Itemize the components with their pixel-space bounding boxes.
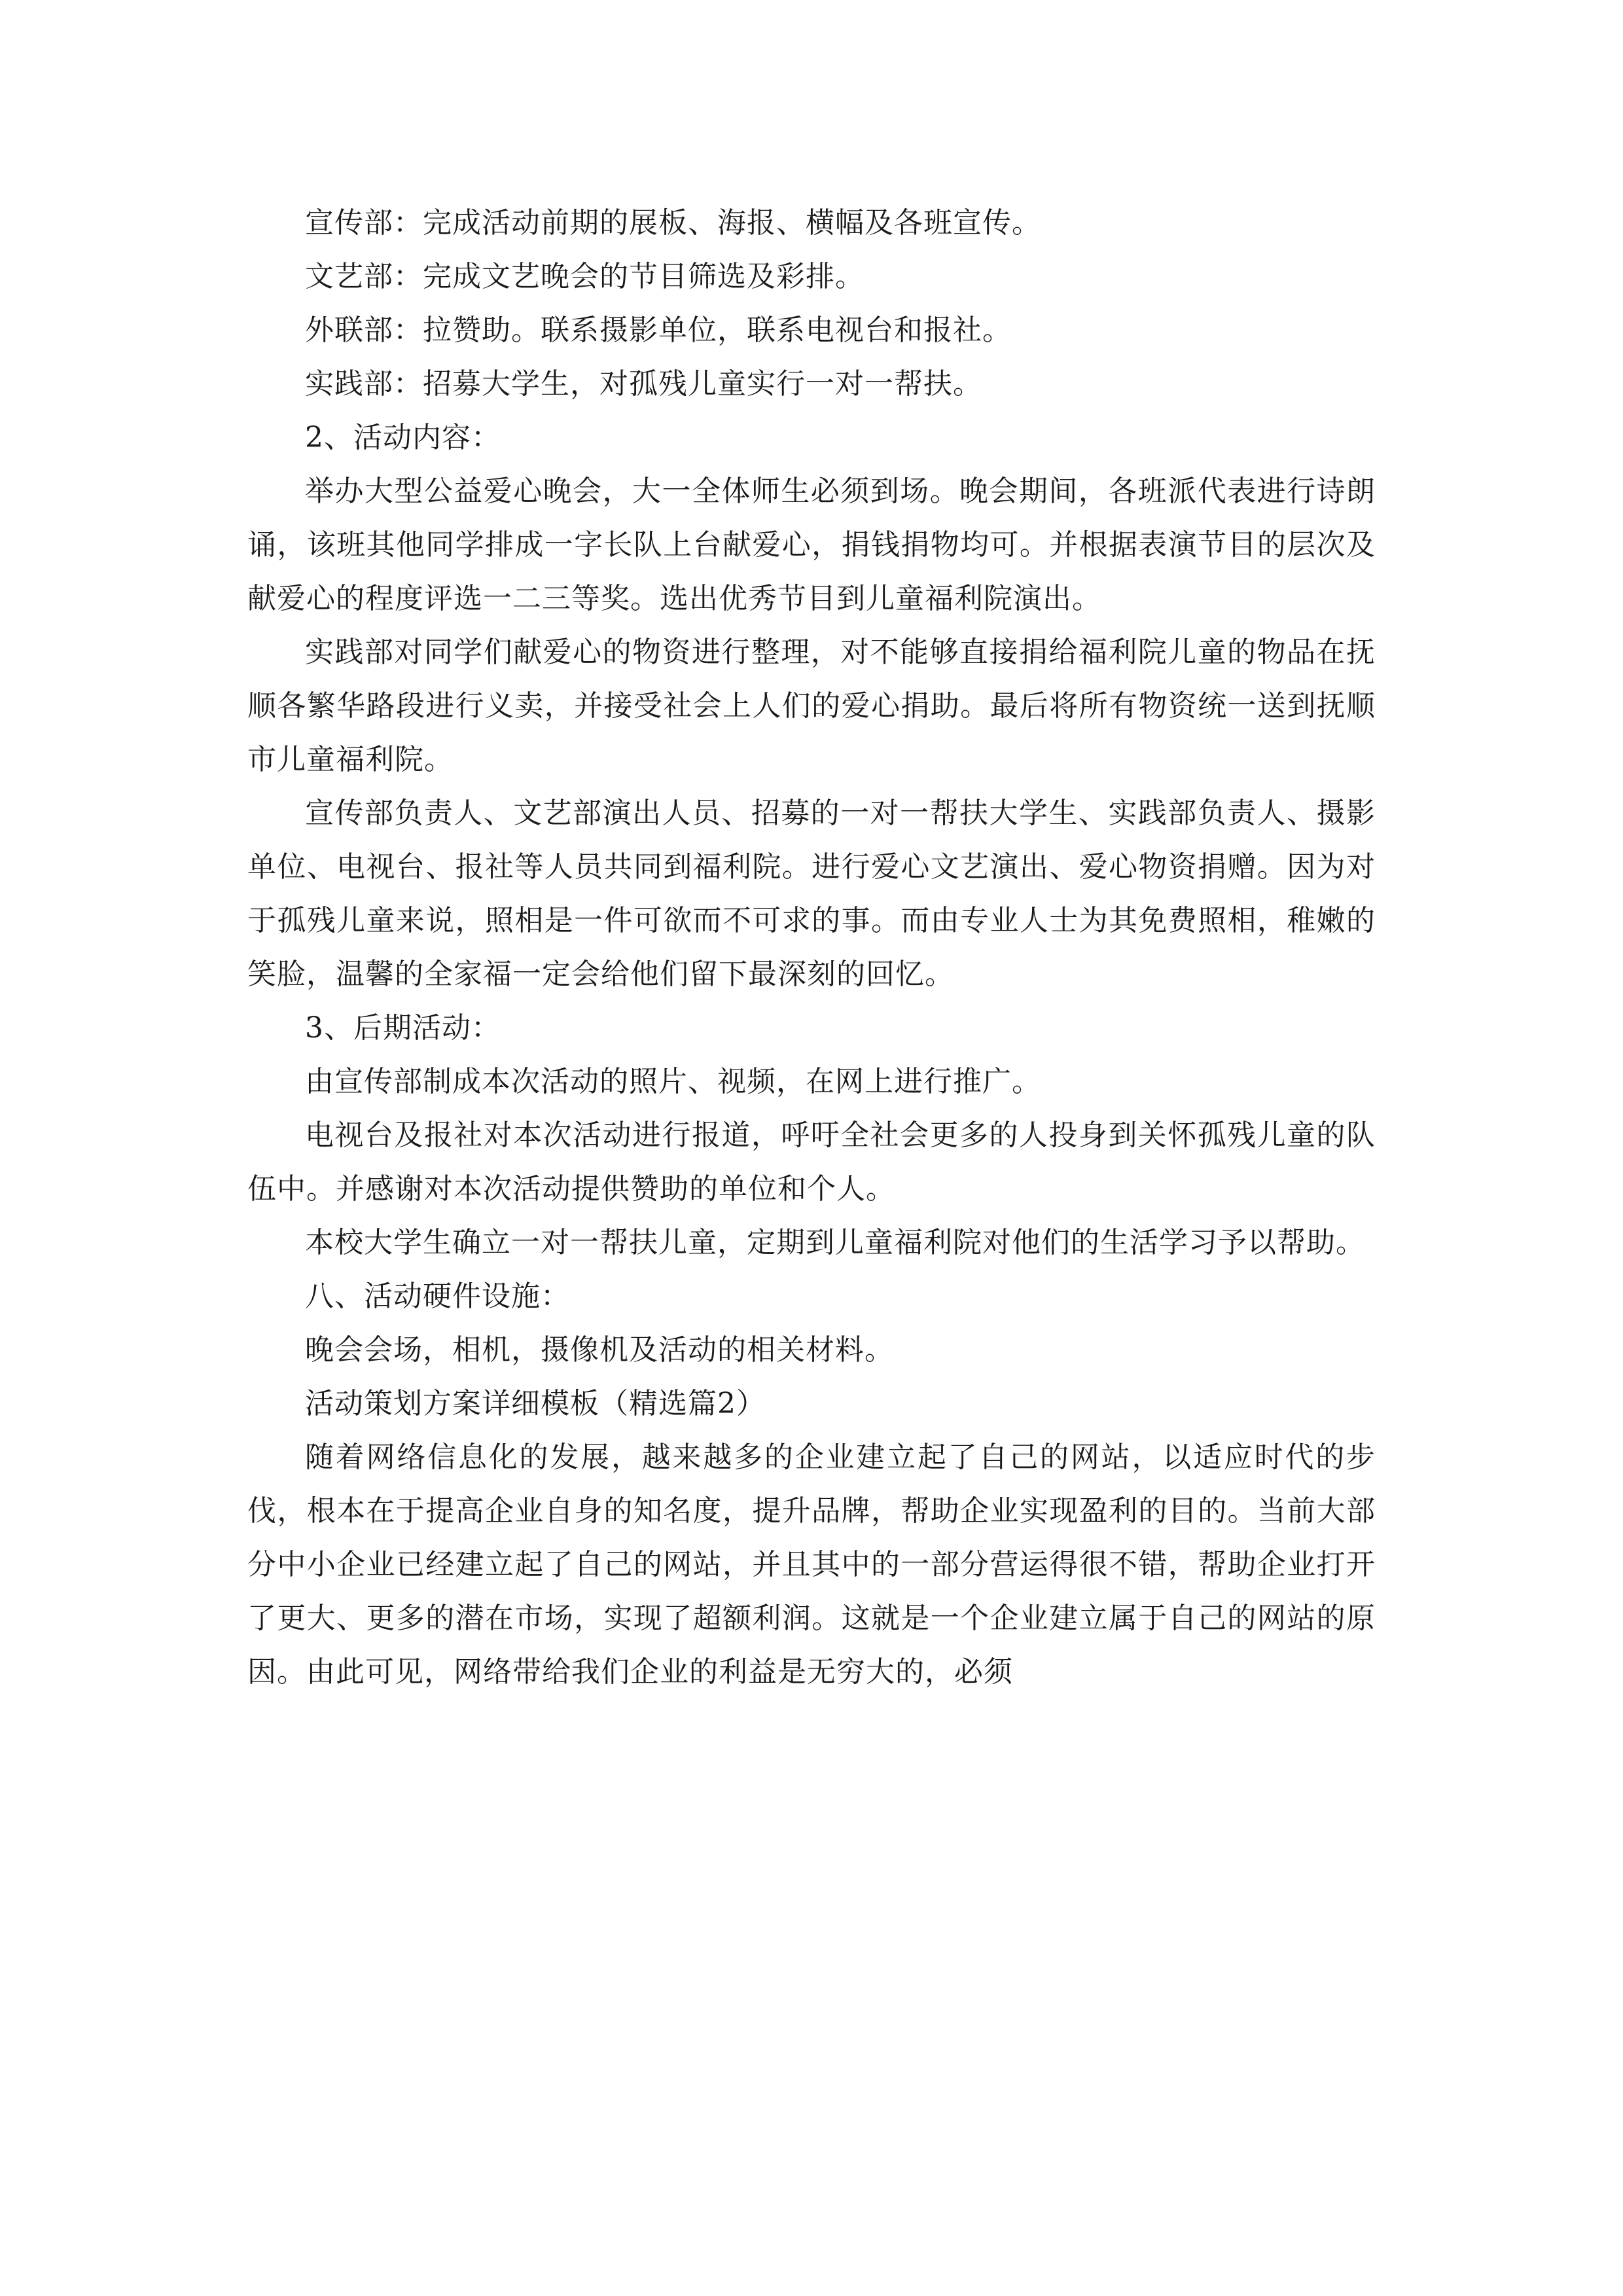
paragraph-donation-sorting: 实践部对同学们献爱心的物资进行整理，对不能够直接捐给福利院儿童的物品在抚顺各繁华路段进行义卖，并接受社会上人们的爱心捐助。最后将所有物资统一送到抚顺市儿童福利院。 <box>247 636 1376 776</box>
paragraph-gala-description: 举办大型公益爱心晚会，大一全体师生必须到场。晚会期间，各班派代表进行诗朗诵，该班其他同学排成一字长队上台献爱心，捐钱捐物均可。并根据表演节目的层次及献爱心的程度评选一二三等奖。选出优秀节目到儿童福利院演出。 <box>247 475 1376 615</box>
document-body <box>247 196 1376 1699</box>
paragraph-long-term-support: 本校大学生确立一对一帮扶儿童，定期到儿童福利院对他们的生活学习予以帮助。 <box>305 1226 1365 1259</box>
paragraph-online-promotion: 由宣传部制成本次活动的照片、视频，在网上进行推广。 <box>305 1065 1041 1098</box>
paragraph-publicity-dept: 宣传部：完成活动前期的展板、海报、横幅及各班宣传。 <box>305 206 1041 240</box>
paragraph-welfare-visit: 宣传部负责人、文艺部演出人员、招募的一对一帮扶大学生、实践部负责人、摄影单位、电视台、报社等人员共同到福利院。进行爱心文艺演出、爱心物资捐赠。因为对于孤残儿童来说，照相是一件可欲而不可求的事。而由专业人士为其免费照相，稚嫩的笑脸，温馨的全家福一定会给他们留下最深刻的回忆。 <box>247 797 1376 991</box>
paragraph-website-intro: 随着网络信息化的发展，越来越多的企业建立起了自己的网站，以适应时代的步伐，根本在于提高企业自身的知名度，提升品牌，帮助企业实现盈利的目的。当前大部分中小企业已经建立起了自己的网站，并且其中的一部分营运得很不错，帮助企业打开了更大、更多的潜在市场，实现了超额利润。这就是一个企业建立属于自己的网站的原因。由此可见，网络带给我们企业的利益是无穷大的，必须 <box>247 1441 1376 1689</box>
paragraph-practice-dept: 实践部：招募大学生，对孤残儿童实行一对一帮扶。 <box>305 367 982 401</box>
article-title-part-2: 活动策划方案详细模板（精选篇2） <box>305 1387 766 1420</box>
paragraph-hardware-list: 晚会会场，相机，摄像机及活动的相关材料。 <box>305 1333 894 1367</box>
paragraph-media-coverage: 电视台及报社对本次活动进行报道，呼吁全社会更多的人投身到关怀孤残儿童的队伍中。并感谢对本次活动提供赞助的单位和个人。 <box>247 1119 1376 1206</box>
section-heading-later-activities: 3、后期活动： <box>305 1011 501 1045</box>
paragraph-arts-dept: 文艺部：完成文艺晚会的节目筛选及彩排。 <box>305 260 865 293</box>
paragraph-outreach-dept: 外联部：拉赞助。联系摄影单位，联系电视台和报社。 <box>305 314 1012 347</box>
section-heading-activity-content: 2、活动内容： <box>305 421 501 454</box>
section-heading-hardware: 八、活动硬件设施： <box>305 1280 570 1313</box>
